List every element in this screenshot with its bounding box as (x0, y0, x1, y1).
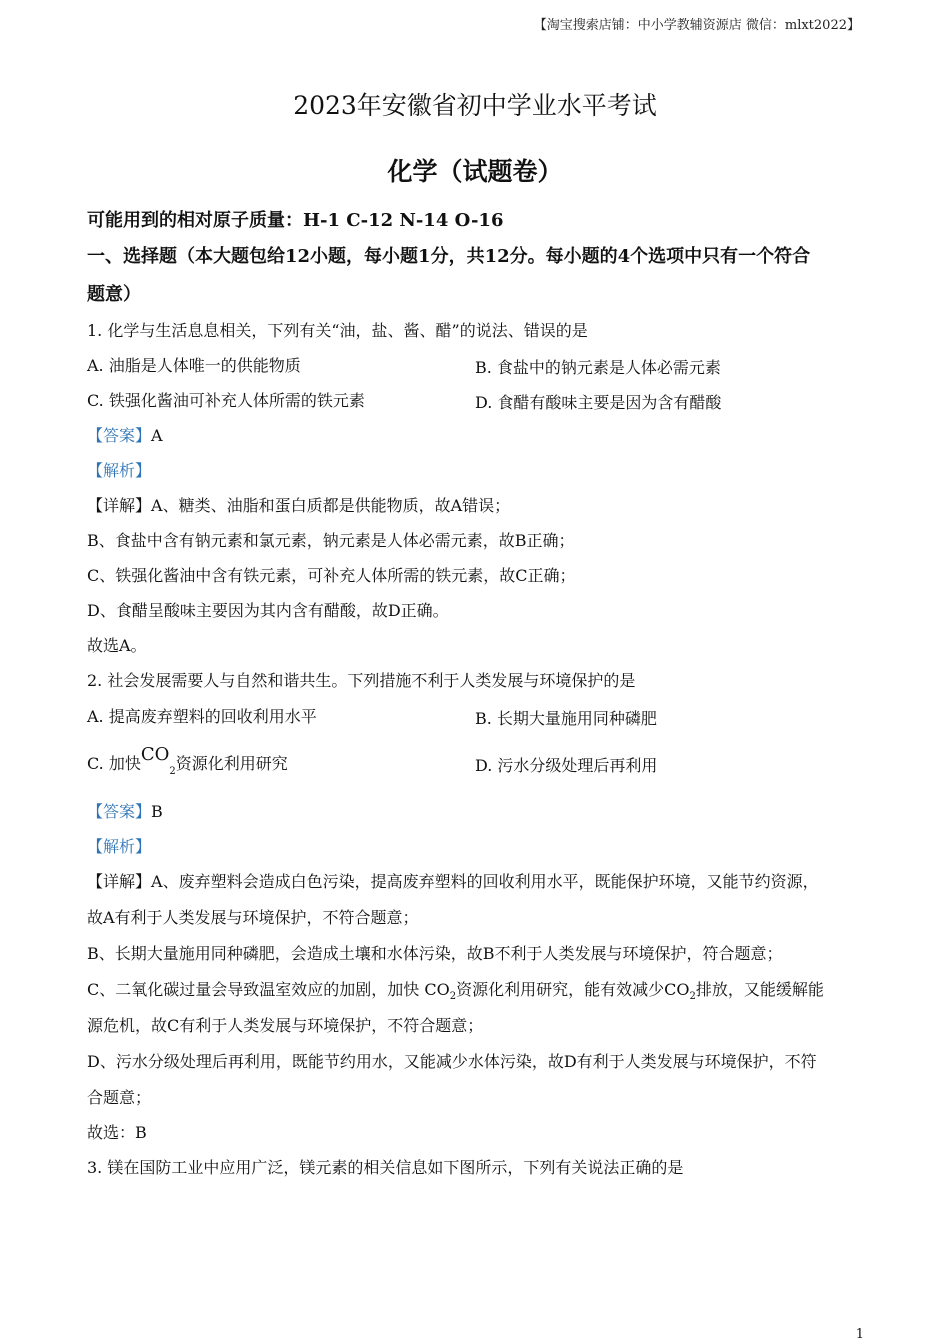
detail-c-post: 排放，又能缓解能 (695, 980, 824, 999)
co2-subscript: 2 (689, 991, 696, 1002)
detail-tag: 【详解】 (87, 872, 152, 891)
q1-analysis-tag: 【解析】 (87, 461, 152, 480)
q2-detail-a2: 故A有利于人类发展与环境保护，不符合题意； (87, 908, 419, 927)
answer-value: B (151, 802, 163, 821)
q1-option-c: C. 铁强化酱油可补充人体所需的铁元素 (87, 391, 365, 410)
answer-tag: 【答案】 (87, 802, 152, 821)
page-title: 2023年安徽省初中学业水平考试 (293, 91, 657, 120)
q1-detail-c: C、铁强化酱油中含有铁元素，可补充人体所需的铁元素，故C正确； (87, 566, 576, 585)
q1-option-d: D. 食醋有酸味主要是因为含有醋酸 (475, 393, 722, 412)
co2-text: CO (140, 744, 170, 765)
section-heading-cont: 题意） (87, 284, 141, 305)
q2-stem: 2. 社会发展需要人与自然和谐共生。下列措施不利于人类发展与环境保护的是 (87, 671, 636, 690)
header-note: 【淘宝搜索店铺：中小学教辅资源店 微信：mlxt2022】 (533, 18, 860, 33)
option-c-prefix: C. 加快 (87, 754, 141, 773)
co2-subscript: 2 (449, 991, 457, 1002)
q2-detail-b: B、长期大量施用同种磷肥，会造成土壤和水体污染，故B不利于人类发展与环境保护，符合题意； (87, 944, 783, 963)
q1-detail-b: B、食盐中含有钠元素和氯元素，钠元素是人体必需元素，故B正确； (87, 531, 575, 550)
q1-option-b: B. 食盐中的钠元素是人体必需元素 (475, 358, 721, 377)
section-heading: 一、选择题（本大题包给12小题，每小题1分，共12分。每小题的4个选项中只有一个符合 (87, 246, 811, 267)
detail-text: A、废弃塑料会造成白色污染，提高废弃塑料的回收利用水平，既能保护环境，又能节约资源， (151, 872, 819, 891)
q2-analysis-tag: 【解析】 (87, 837, 152, 856)
q2-detail-d2: 合题意； (87, 1088, 152, 1107)
q2-option-b: B. 长期大量施用同种磷肥 (475, 709, 657, 728)
detail-tag: 【详解】 (87, 496, 152, 515)
page-subtitle: 化学（试题卷） (387, 157, 563, 186)
q2-detail-d1: D、污水分级处理后再利用，既能节约用水，又能减少水体污染，故D有利于人类发展与环境保护，不符 (87, 1052, 817, 1071)
q2-detail-a1 (87, 871, 819, 893)
q3-stem: 3. 镁在国防工业中应用广泛，镁元素的相关信息如下图所示，下列有关说法正确的是 (87, 1158, 684, 1177)
detail-c-pre: C、二氧化碳过量会导致温室效应的加剧，加快 CO (87, 980, 450, 999)
q1-stem: 1. 化学与生活息息相关，下列有关“油，盐、酱、醋”的说法、错误的是 (87, 321, 588, 340)
option-c-suffix: 资源化利用研究 (175, 754, 288, 773)
page-number: 1 (855, 1327, 864, 1342)
q1-option-a: A. 油脂是人体唯一的供能物质 (87, 356, 301, 375)
q2-option-d: D. 污水分级处理后再利用 (475, 756, 658, 775)
q1-detail-a (87, 495, 510, 517)
q2-answer (87, 801, 163, 823)
detail-text: A、糖类、油脂和蛋白质都是供能物质，故A错误； (151, 496, 511, 515)
atomic-mass: 可能用到的相对原子质量：H-1 C-12 N-14 O-16 (87, 210, 504, 231)
q1-conclusion: 故选A。 (87, 636, 147, 655)
q2-option-c (87, 744, 288, 778)
q1-answer (87, 425, 163, 447)
detail-c-mid: 资源化利用研究，能有效减少CO (456, 980, 690, 999)
q2-conclusion: 故选：B (87, 1123, 147, 1142)
answer-tag: 【答案】 (87, 426, 152, 445)
co2-subscript: 2 (169, 766, 176, 777)
q2-detail-c2: 源危机，故C有利于人类发展与环境保护，不符合题意； (87, 1016, 484, 1035)
q2-detail-c1 (87, 979, 824, 1004)
q1-detail-d: D、食醋呈酸味主要因为其内含有醋酸，故D正确。 (87, 601, 449, 620)
answer-value: A (151, 426, 163, 445)
q2-option-a: A. 提高废弃塑料的回收利用水平 (87, 707, 317, 726)
co2-formula (140, 744, 176, 777)
